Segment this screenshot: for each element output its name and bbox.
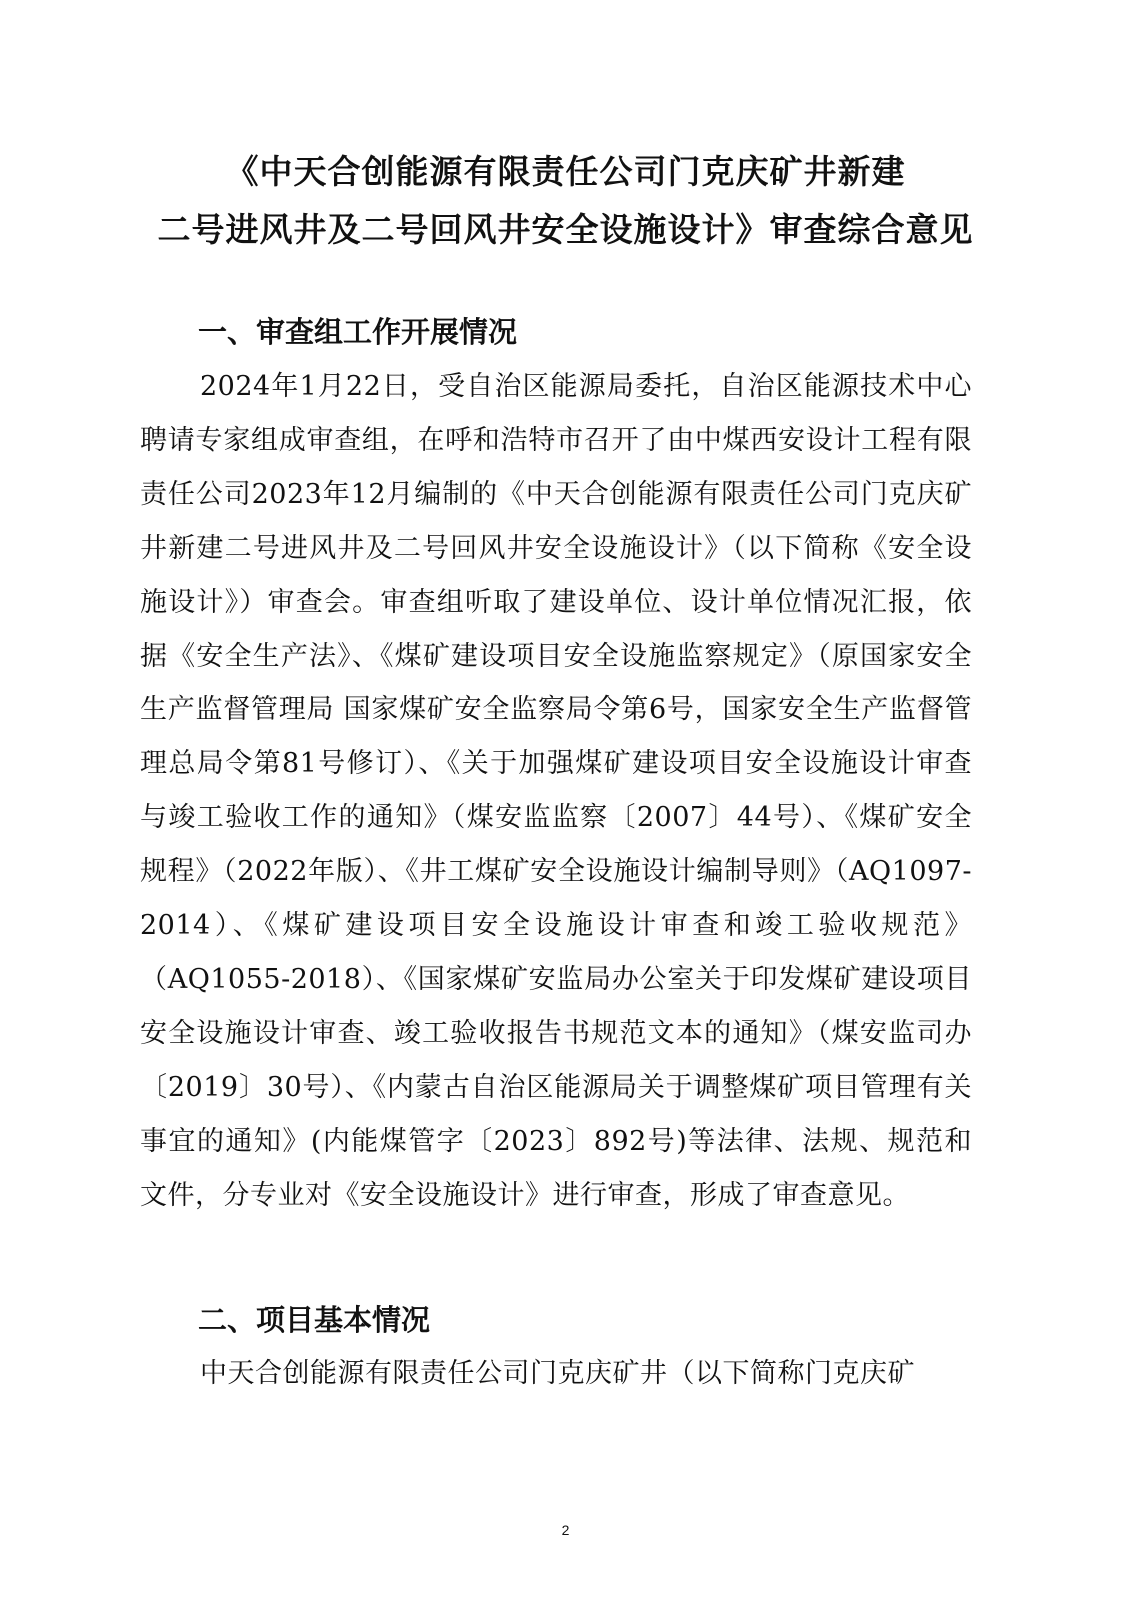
document-title-line-1: 《中天合创能源有限责任公司门克庆矿井新建: [225, 152, 906, 191]
section-heading-review-team-work: 一、审查组工作开展情况: [198, 315, 518, 349]
document-title-line-2: 二号进风井及二号回风井安全设施设计》审查综合意见: [157, 210, 974, 249]
section-paragraph-project-basics: 中天合创能源有限责任公司门克庆矿井（以下简称门克庆矿: [200, 1358, 915, 1389]
section-heading-project-basics: 二、项目基本情况: [198, 1303, 431, 1337]
section-paragraph-review-team-work: 2024年1月22日，受自治区能源局委托，自治区能源技术中心聘请专家组成审查组，在呼和浩特市召开了由中煤西安设计工程有限责任公司2023年12月编制的《中天合创能源有限责任公司门克庆矿井新建二号进风井及二号回风井安全设施设计》（以下简称《安全设施设计》）审查会。审查组听取了建设单位、设计单位情况汇报，依据《安全生产法》、《煤矿建设项目安全设施监察规定》（原国家安全生产监督管理局 国家煤矿安全监察局令第6号，国家安全生产监督管理总局令第81号修订）、《关于加强煤矿建设项目安全设施设计审查与竣工验收工作的通知》（煤安监监察〔2007〕44号）、《煤矿安全规程》（2022年版）、《井工煤矿安全设施设计编制导则》（AQ1097-2014）、《煤矿建设项目安全设施设计审查和竣工验收规范》（AQ1055-2018）、《国家煤矿安监局办公室关于印发煤矿建设项目安全设施设计审查、竣工验收报告书规范文本的通知》（煤安监司办〔2019〕30号）、《内蒙古自治区能源局关于调整煤矿项目管理有关事宜的通知》(内能煤管字〔2023〕892号)等法律、法规、规范和文件，分专业对《安全设施设计》进行审查，形成了审查意见。: [140, 371, 972, 1211]
page-number: 2: [561, 1522, 570, 1538]
